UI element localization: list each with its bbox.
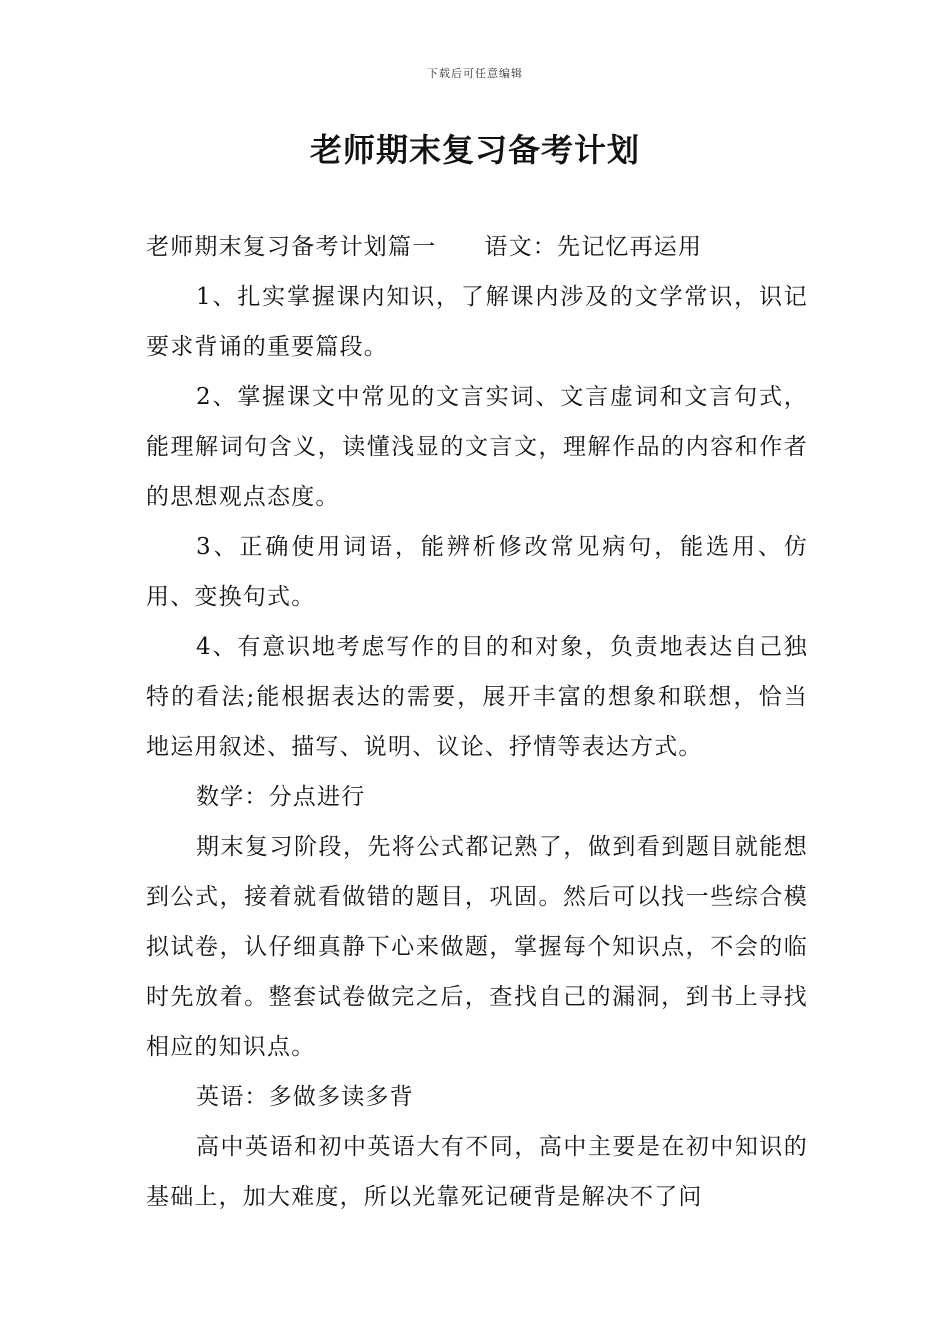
subject-heading-english: 英语：多做多读多背 xyxy=(196,1084,414,1110)
paragraph-chinese-4: 4、有意识地考虑写作的目的和对象，负责地表达自己独特的看法;能根据表达的需要，展开丰富的想象和联想，恰当地运用叙述、描写、说明、议论、抒情等表达方式。 xyxy=(146,634,808,760)
section-heading: 老师期末复习备考计划篇一 xyxy=(146,234,437,260)
subject-heading-math: 数学：分点进行 xyxy=(196,784,366,810)
header-note: 下载后可任意编辑 xyxy=(427,67,523,80)
document-body xyxy=(146,222,808,1222)
document-title: 老师期末复习备考计划 xyxy=(309,131,640,169)
paragraph-english: 高中英语和初中英语大有不同，高中主要是在初中知识的基础上，加大难度，所以光靠死记硬背是解决不了问 xyxy=(146,1134,808,1210)
first-line xyxy=(146,222,808,272)
subject-heading-chinese: 语文：先记忆再运用 xyxy=(484,234,703,260)
paragraph-chinese-1: 1、扎实掌握课内知识，了解课内涉及的文学常识，识记要求背诵的重要篇段。 xyxy=(146,284,808,360)
paragraph-math: 期末复习阶段，先将公式都记熟了，做到看到题目就能想到公式，接着就看做错的题目，巩固。然后可以找一些综合模拟试卷，认仔细真静下心来做题，掌握每个知识点，不会的临时先放着。整套试卷做完之后，查找自己的漏洞，到书上寻找相应的知识点。 xyxy=(146,834,808,1060)
paragraph-chinese-2: 2、掌握课文中常见的文言实词、文言虚词和文言句式，能理解词句含义，读懂浅显的文言文，理解作品的内容和作者的思想观点态度。 xyxy=(146,384,808,510)
paragraph-chinese-3: 3、正确使用词语，能辨析修改常见病句，能选用、仿用、变换句式。 xyxy=(146,534,808,610)
